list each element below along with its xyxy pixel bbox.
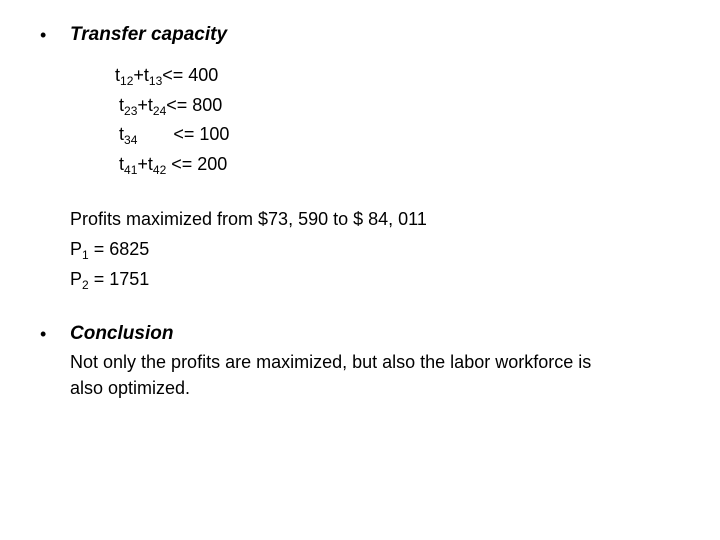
profits-line: Profits maximized from $73, 590 to $ 84, 011 bbox=[70, 209, 427, 229]
p2-line: $P_2 = 1751$ bbox=[70, 269, 150, 292]
bullet-dot: • bbox=[40, 25, 47, 45]
conclusion-body-line-1: Not only the profits are maximized, but also the labor workforce is bbox=[70, 352, 592, 372]
constraint-line-2: $t_{23}+t_{24}<= 800$ bbox=[119, 95, 223, 118]
conclusion-body-line-2: also optimized. bbox=[70, 378, 191, 398]
constraint-line-4: $t_{41}+t_{42} <= 200$ bbox=[119, 154, 228, 177]
constraint-line-1: $t_{12}+t_{13}<= 400$ bbox=[115, 65, 219, 88]
conclusion-heading: Conclusion bbox=[70, 323, 174, 344]
bullet-dot: • bbox=[40, 324, 47, 344]
constraint-line-3: $t_{34} <= 100$ bbox=[119, 124, 230, 147]
p1-line: $P_1 = 6825$ bbox=[70, 239, 150, 262]
transfer-capacity-heading: Transfer capacity bbox=[70, 24, 228, 45]
